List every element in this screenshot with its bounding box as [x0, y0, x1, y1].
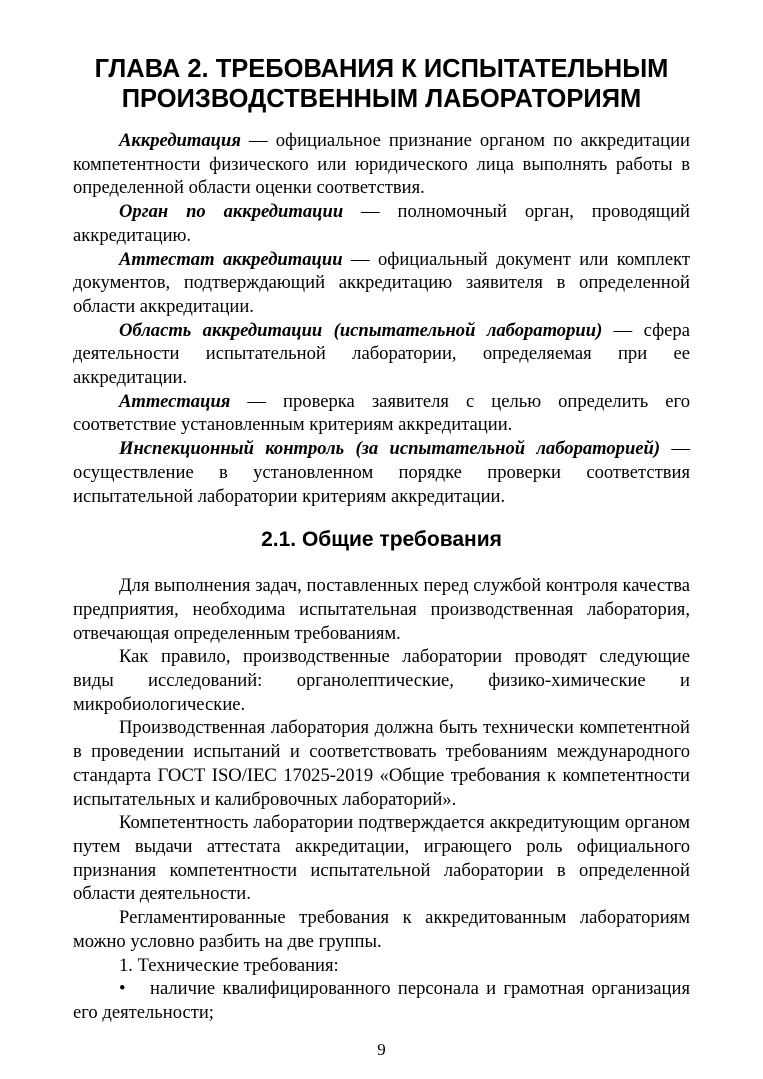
definition-text: — проверка заявителя с целью определить его соответствие установленным критериям аккредитации.	[73, 390, 690, 436]
body-paragraph: Компетентность лаборатории подтверждается аккредитующим органом путем выдачи аттестата аккредитации, играющего роль официального признания компетентности испытательной лаборатории в определенной области деятельности.	[73, 812, 690, 905]
chapter-title-line-1: ГЛАВА 2. ТРЕБОВАНИЯ К ИСПЫТАТЕЛЬНЫМ	[94, 55, 669, 83]
page-content	[73, 54, 690, 1025]
definition-paragraph	[73, 390, 690, 437]
definition-text: — официальный документ или комплект документов, подтверждающий аккредитацию заявителя в определенной области аккредитации.	[73, 248, 691, 317]
list-item-text: наличие квалифицированного персонала и грамотная организация его деятельности;	[73, 978, 690, 1023]
chapter-title-line-2: ПРОИЗВОДСТВЕННЫМ ЛАБОРАТОРИЯМ	[121, 85, 642, 113]
definition-text: — полномочный орган, проводящий аккредитацию.	[73, 201, 690, 246]
bullet-icon: •	[119, 978, 126, 1000]
body-paragraph: Производственная лаборатория должна быть технически компетентной в проведении испытаний и соответствовать требованиям международного стандарта ГОСТ ISO/IEC 17025-2019 «Общие требования к компетентности испытательных и калибровочных лабораторий».	[73, 717, 690, 810]
definition-term: Орган по аккредитации	[119, 201, 344, 223]
definition-paragraph	[73, 200, 690, 247]
definition-term: Область аккредитации (испытательной лаборатории)	[119, 319, 603, 341]
body-paragraph: Регламентированные требования к аккредитованным лабораториям можно условно разбить на две группы.	[73, 907, 690, 952]
definition-text: — осуществление в установленном порядке проверки соответствия испытательной лаборатории критериям аккредитации.	[73, 438, 690, 507]
definition-text: — сфера деятельности испытательной лаборатории, определяемая при ее аккредитации.	[73, 319, 690, 389]
body-paragraph: 1. Технические требования:	[119, 954, 339, 976]
chapter-title	[73, 54, 690, 114]
definition-text: — официальное признание органом по аккредитации компетентности физического или юридического лица выполнять работы в определенной области оценки соответствия.	[73, 130, 690, 199]
definition-paragraph	[73, 319, 690, 390]
section-title: 2.1. Общие требования	[261, 528, 502, 552]
definition-term: Аккредитация	[119, 130, 241, 151]
page-number: 9	[377, 1040, 386, 1059]
definitions-block	[73, 129, 690, 508]
definition-paragraph	[73, 129, 690, 200]
list-item	[73, 977, 690, 1024]
definition-paragraph	[73, 248, 690, 319]
section-body	[73, 574, 690, 1024]
definition-term: Инспекционный контроль (за испытательной лабораторией)	[119, 438, 661, 460]
definition-term: Аттестация	[119, 390, 231, 412]
definition-paragraph	[73, 437, 690, 508]
body-paragraph: Как правило, производственные лаборатории проводят следующие виды исследований: органолептические, физико-химические и микробиологические.	[73, 646, 690, 715]
definition-term: Аттестат аккредитации	[119, 248, 343, 270]
body-paragraph: Для выполнения задач, поставленных перед службой контроля качества предприятия, необходима испытательная производственная лаборатория, отвечающая определенным требованиям.	[73, 575, 690, 644]
